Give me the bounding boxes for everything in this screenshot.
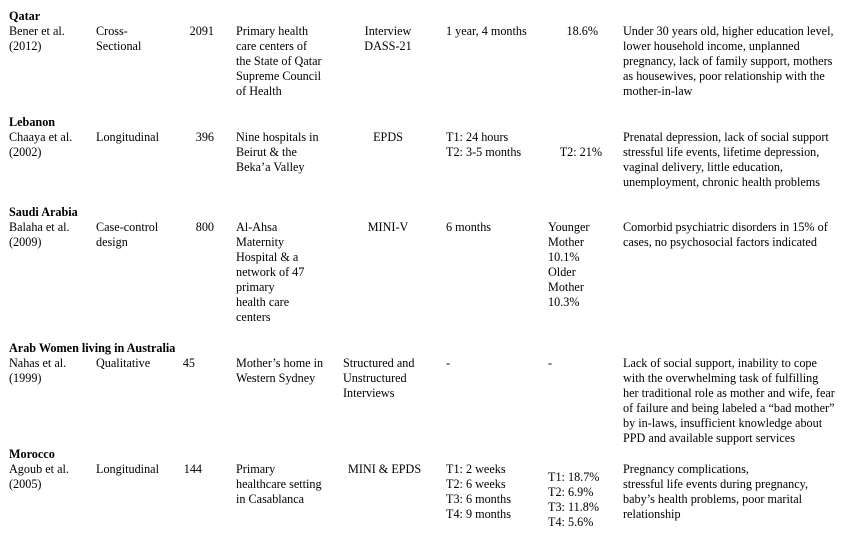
study-design: Longitudinal — [96, 462, 159, 476]
assessment-time: 6 months — [446, 220, 492, 234]
risk-factors: Comorbid psychiatric disorders in 15% of cases, no psychosocial factors indicated — [623, 220, 828, 249]
study-setting: Al-Ahsa Maternity Hospital & a network of 47 primary health care centers — [236, 220, 305, 324]
study-citation: Chaaya et al. (2002) — [9, 130, 73, 159]
sample-size: 144 — [183, 462, 202, 476]
study-design: Qualitative — [96, 356, 151, 370]
country-heading-australia: Arab Women living in Australia — [9, 341, 176, 355]
study-design: Cross- Sectional — [96, 24, 142, 53]
assessment-tool: Structured and Unstructured Interviews — [343, 356, 415, 400]
study-setting: Nine hospitals in Beirut & the Beka’a Valley — [236, 130, 319, 174]
assessment-tool: MINI-V — [367, 220, 409, 234]
prevalence: T2: 21% — [559, 145, 602, 159]
country-heading-saudi-arabia: Saudi Arabia — [9, 205, 78, 219]
risk-factors: Pregnancy complications, stressful life events during pregnancy, baby’s health problems, poor marital relationship — [623, 462, 809, 521]
assessment-time: - — [446, 356, 451, 370]
prevalence: - — [548, 356, 553, 370]
assessment-tool: MINI & EPDS — [348, 462, 422, 476]
prevalence: T1: 18.7% T2: 6.9% T3: 11.8% T4: 5.6% — [548, 470, 600, 529]
assessment-tool: Interview DASS-21 — [364, 24, 412, 53]
assessment-time: T1: 2 weeks T2: 6 weeks T3: 6 months T4: 9 months — [446, 462, 512, 521]
assessment-tool: EPDS — [373, 130, 403, 144]
sample-size: 2091 — [189, 24, 214, 38]
sample-size: 396 — [195, 130, 214, 144]
study-citation: Nahas et al. (1999) — [9, 356, 67, 385]
assessment-time: 1 year, 4 months — [446, 24, 527, 38]
study-design: Case-control design — [96, 220, 159, 249]
risk-factors: Under 30 years old, higher education level, lower household income, unplanned pregnancy, lack of family support, mothers as housewives, poor relationship with the mother-in-law — [623, 24, 834, 98]
study-citation: Bener et al. (2012) — [9, 24, 65, 53]
sample-size: 45 — [182, 356, 195, 370]
prevalence: Younger Mother 10.1% Older Mother 10.3% — [548, 220, 590, 309]
study-citation: Agoub et al. (2005) — [9, 462, 69, 491]
country-heading-qatar: Qatar — [9, 9, 41, 23]
study-setting: Mother’s home in Western Sydney — [236, 356, 324, 385]
risk-factors: Prenatal depression, lack of social support stressful life events, lifetime depression, vaginal delivery, little education, unemployment, chronic health problems — [623, 130, 829, 189]
study-setting: Primary health care centers of the State of Qatar Supreme Council of Health — [236, 24, 322, 98]
country-heading-morocco: Morocco — [9, 447, 55, 461]
country-heading-lebanon: Lebanon — [9, 115, 56, 129]
sample-size: 800 — [195, 220, 214, 234]
prevalence: 18.6% — [566, 24, 598, 38]
risk-factors: Lack of social support, inability to cope with the overwhelming task of fulfilling her traditional role as mother and wife, fear of failure and being labeled a “bad mother” by in-laws, insufficient knowledge about PPD and available support services — [623, 356, 835, 445]
study-setting: Primary healthcare setting in Casablanca — [236, 462, 322, 506]
assessment-time: T1: 24 hours T2: 3-5 months — [446, 130, 522, 159]
study-design: Longitudinal — [96, 130, 159, 144]
study-citation: Balaha et al. (2009) — [9, 220, 70, 249]
